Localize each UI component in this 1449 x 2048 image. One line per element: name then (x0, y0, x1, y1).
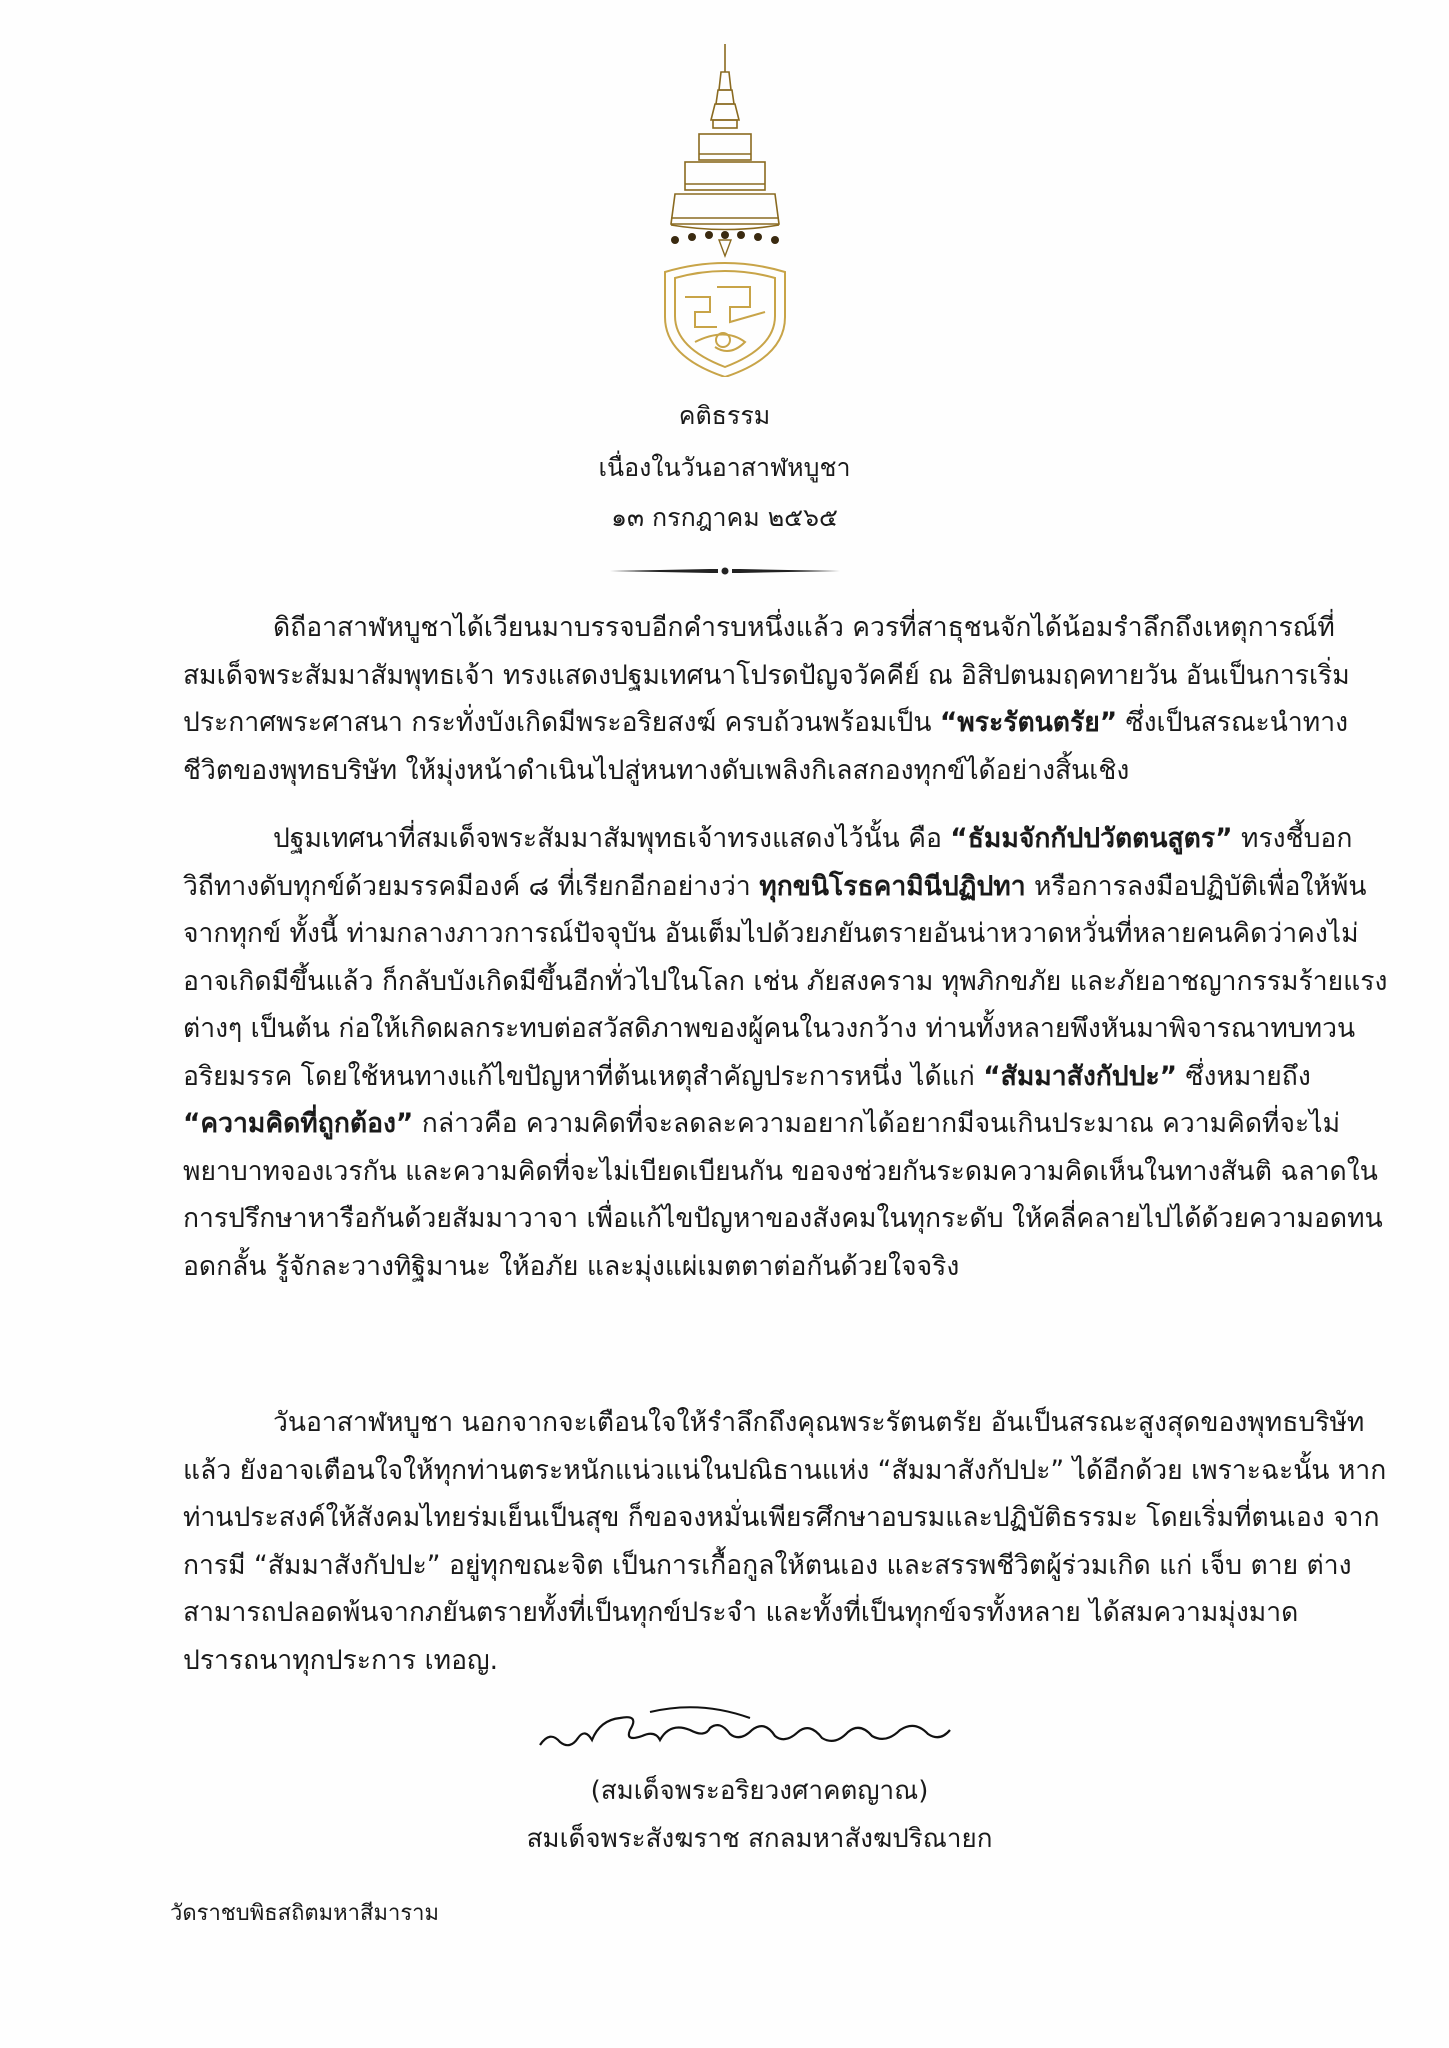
text-line: วันอาสาฬหบูชา นอกจากจะเตือนใจให้รำลึกถึงคุณพระรัตนตรัย อันเป็นสรณะสูงสุดของพุทธบริษัท (273, 1407, 1365, 1438)
text-line: อาจเกิดมีขึ้นแล้ว ก็กลับบังเกิดมีขึ้นอีกทั่วไปในโลก เช่น ภัยสงคราม ทุพภิกขภัย และภัยอาชญากรรมร้ายแรง (183, 965, 1388, 997)
signatory-name: (สมเด็จพระอริยวงศาคตญาณ) (590, 1776, 929, 1806)
text-line: ประกาศพระศาสนา กระทั่งบังเกิดมีพระอริยสงฆ์ ครบถ้วนพร้อมเป็น “พระรัตนตรัย” ซึ่งเป็นสรณะนำทาง (183, 707, 1349, 738)
text-line: จากทุกข์ ทั้งนี้ ท่ามกลางภาวการณ์ปัจจุบัน อันเต็มไปด้วยภยันตรายอันน่าหวาดหวั่นที่หลายคนคิดว่าคงไม่ (183, 918, 1359, 949)
paragraph-1 (183, 604, 1350, 794)
text-line: ต่างๆ เป็นต้น ก่อให้เกิดผลกระทบต่อสวัสดิภาพของผู้คนในวงกว้าง ท่านทั้งหลายพึงหันมาพิจารณาทบทวน (183, 1013, 1356, 1044)
text-line: การมี “สัมมาสังกัปปะ” อยู่ทุกขณะจิต เป็นการเกื้อกูลให้ตนเอง และสรรพชีวิตผู้ร่วมเกิด แก่ เจ็บ ตาย ต่าง (183, 1549, 1352, 1581)
document-date: ๑๓ กรกฎาคม ๒๕๖๕ (611, 503, 838, 532)
text-line: พยาบาทจองเวรกัน และความคิดที่จะไม่เบียดเบียนกัน ขอจงช่วยกันระดมความคิดเห็นในทางสันติ ฉลาดใน (183, 1155, 1378, 1187)
text-line: อริยมรรค โดยใช้หนทางแก้ไขปัญหาที่ต้นเหตุสำคัญประการหนึ่ง ได้แก่ “สัมมาสังกัปปะ” ซึ่งหมายถึง (183, 1060, 1311, 1092)
ornamental-divider (610, 566, 840, 576)
text-line: การปรึกษาหารือกันด้วยสัมมาวาจา เพื่อแก้ไขปัญหาของสังคมในทุกระดับ ให้คลี่คลายไปได้ด้วยความอดทน (183, 1203, 1383, 1234)
paragraph-3 (183, 1399, 1387, 1684)
signatory-title: สมเด็จพระสังฆราช สกลมหาสังฆปริณายก (526, 1824, 993, 1854)
emphasis-path: ทุกขนิโรธคามินีปฏิปทา (759, 870, 1026, 902)
text-line: แล้ว ยังอาจเตือนใจให้ทุกท่านตระหนักแน่วแน่ในปณิธานแห่ง “สัมมาสังกัปปะ” ได้อีกด้วย เพราะฉะนั้น หาก (183, 1454, 1387, 1486)
text-line: อดกลั้น รู้จักละวางทิฐิมานะ ให้อภัย และมุ่งแผ่เมตตาต่อกันด้วยใจจริง (183, 1250, 960, 1282)
text-line: “ความคิดที่ถูกต้อง” กล่าวคือ ความคิดที่จะลดละความอยากได้อยากมีจนเกินประมาณ ความคิดที่จะไม่ (183, 1108, 1341, 1139)
emphasis-ratanatraya: “พระรัตนตรัย” (939, 707, 1118, 738)
emphasis-right-thought: “ความคิดที่ถูกต้อง” (183, 1108, 414, 1139)
footer-location: วัดราชบพิธสถิตมหาสีมาราม (170, 1901, 439, 1926)
text-line: ปฐมเทศนาที่สมเด็จพระสัมมาสัมพุทธเจ้าทรงแสดงไว้นั้น คือ “ธัมมจักกัปปวัตตนสูตร” ทรงชี้บอก (273, 823, 1353, 854)
text-line: สมเด็จพระสัมมาสัมพุทธเจ้า ทรงแสดงปฐมเทศนาโปรดปัญจวัคคีย์ ณ อิสิปตนมฤคทายวัน อันเป็นการเริ่ม (183, 659, 1350, 691)
document-subtitle: เนื่องในวันอาสาฬหบูชา (598, 453, 851, 482)
text-line: วิถีทางดับทุกข์ด้วยมรรคมีองค์ ๘ ที่เรียกอีกอย่างว่า ทุกขนิโรธคามินีปฏิปทา หรือการลงมือปฏิบัติเพื่อให้พ้น (183, 870, 1367, 902)
text-line: ชีวิตของพุทธบริษัท ให้มุ่งหน้าดำเนินไปสู่หนทางดับเพลิงกิเลสกองทุกข์ได้อย่างสิ้นเชิง (183, 754, 1130, 786)
text-line: สามารถปลอดพ้นจากภยันตรายทั้งที่เป็นทุกข์ประจำ และทั้งที่เป็นทุกข์จรทั้งหลาย ได้สมความมุ่งมาด (183, 1597, 1299, 1628)
paragraph-2 (183, 815, 1388, 1290)
emphasis-sutta: “ธัมมจักกัปปวัตตนสูตร” (950, 823, 1233, 854)
document-title: คติธรรม (678, 401, 771, 430)
signature-icon (530, 1700, 960, 1760)
text-line: ดิถีอาสาฬหบูชาได้เวียนมาบรรจบอีกคำรบหนึ่งแล้ว ควรที่สาธุชนจักได้น้อมรำลึกถึงเหตุการณ์ที่ (273, 612, 1335, 643)
text-line: ปรารถนาทุกประการ เทอญ. (183, 1644, 499, 1676)
royal-emblem-icon (635, 42, 815, 377)
text-line: ท่านประสงค์ให้สังคมไทยร่มเย็นเป็นสุข ก็ขอจงหมั่นเพียรศึกษาอบรมและปฏิบัติธรรมะ โดยเริ่มที่ตนเอง จาก (183, 1502, 1380, 1533)
emphasis-sankappa: “สัมมาสังกัปปะ” (983, 1060, 1178, 1092)
